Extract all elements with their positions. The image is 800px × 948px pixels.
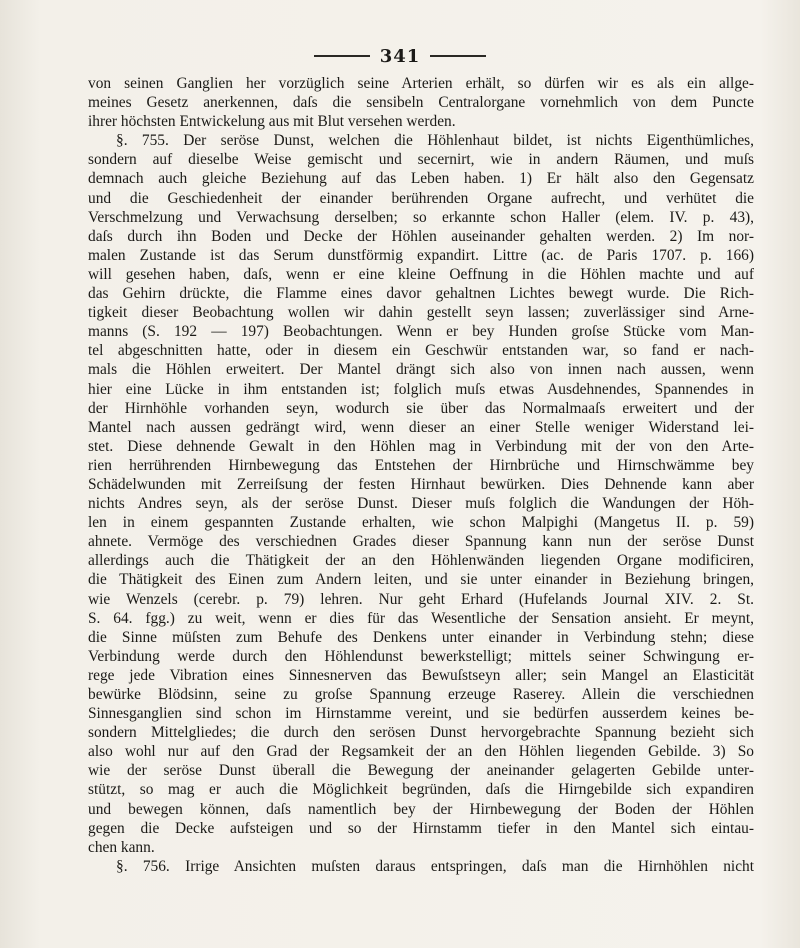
paragraph-755-start: §. 755. Der seröse Dunst, welchen die Höhlenhaut bildet, ist nichts Eigenthümliches, (116, 132, 754, 150)
text-line: manns (S. 192 — 197) Beobachtungen. Wenn er bey Hunden groſse Stücke vom Man- (88, 323, 754, 341)
text-line: von seinen Ganglien her vorzüglich seine Arterien erhält, so dürfen wir es als ein allge- (88, 75, 754, 92)
text-line: also wohl nur auf den Grad der Regsamkeit der an den Höhlen liegenden Gebilde. 3) So (88, 743, 754, 761)
text-line: tigkeit dieser Beobachtung wollen wir dahin gestellt seyn lassen; zuverlässiger sind Arne- (88, 304, 754, 322)
text-line: der Hirnhöhle vorhanden seyn, wodurch sie über das Normalmaaſs erweitert und der (88, 399, 754, 417)
page-header (0, 44, 800, 68)
header-rule-right (430, 55, 486, 57)
text-line: ihrer höchsten Entwickelung aus mit Blut versehen werden. (88, 113, 456, 131)
text-line: nichts Andres seyn, als der seröse Dunst. Dieser muſs folglich die Wandungen der Höh- (88, 495, 754, 513)
body-text (88, 74, 754, 876)
text-line: bewürke Blödsinn, seine zu groſse Spannung erzeuge Raserey. Allein die verschiednen (88, 686, 754, 703)
text-line: das Gehirn drückte, die Flamme eines davor gehaltnen Lichtes bewegt wurde. Die Rich- (88, 285, 754, 303)
text-line: Schädelwunden mit Zerreiſsung der festen Hirnhaut bewürken. Dies Dehnende kann aber (88, 475, 754, 493)
text-line: malen Zustande ist das Serum dunstförmig expandirt. Littre (ac. de Paris 1707. p. 166) (88, 246, 754, 264)
text-line: wie der seröse Dunst überall die Bewegung der aneinander gelagerten Gebilde unter- (88, 762, 754, 780)
text-line: die Sinne müſsten zum Behufe des Denkens unter einander in Verbindung stehn; diese (88, 628, 754, 646)
text-line: gegen die Decke aufsteigen und so der Hirnstamm tiefer in den Mantel sich eintau- (88, 819, 754, 837)
text-line: Verbindung werde durch den Höhlendunst bewerkstelligt; mittels seiner Schwingung er- (88, 647, 754, 665)
text-line: rege jede Vibration eines Sinnesnerven das Bewuſstseyn aller; sein Mangel an Elasticität (88, 666, 754, 684)
text-line: rien herrührenden Hirnbewegung das Entstehen der Hirnbrüche und Hirnschwämme bey (88, 456, 754, 474)
text-line: meines Gesetz anerkennen, daſs die sensibeln Centralorgane vornehmlich von dem Puncte (88, 94, 754, 112)
page-number: 341 (379, 45, 421, 67)
text-line: tel abgeschnitten hatte, oder in diesem ein Geschwür entstanden war, so fand er nach- (88, 342, 754, 360)
text-line: sondern auf dieselbe Weise gemischt und secernirt, wie in andern Räumen, und muſs (88, 151, 754, 169)
text-line: stet. Diese dehnende Gewalt in den Höhlen mag in Verbindung mit der von den Arte- (88, 437, 754, 455)
text-line: demnach auch gleiche Beziehung auf das Leben haben. 1) Er hält also den Gegensatz (88, 170, 754, 188)
text-line: und die Geschiedenheit der einander berührenden Organe aufrecht, und verhütet die (88, 189, 754, 207)
text-line: Sinnesganglien sind schon im Hirnstamme vereint, und sie bedürfen ausserdem keines be- (88, 705, 754, 723)
text-line: len in einem gespannten Zustande erhalten, wie schon Malpighi (Mangetus II. p. 59) (88, 514, 754, 532)
paragraph-756-start: §. 756. Irrige Ansichten muſsten daraus entspringen, daſs man die Hirnhöhlen nicht (116, 857, 754, 875)
text-line: die Thätigkeit des Einen zum Andern leiten, und sie unter einander in Beziehung bringen, (88, 571, 754, 589)
text-line: S. 64. fgg.) zu weit, wenn er dies für das Wesentliche der Sensation ansieht. Er meynt, (88, 609, 754, 627)
text-line: allerdings auch die Thätigkeit der an den Höhlenwänden liegenden Organe modificiren, (88, 552, 754, 570)
text-line: will gesehen haben, daſs, wenn er eine kleine Oeffnung in die Höhlen machte und auf (88, 265, 754, 283)
text-line: sondern Mittelgliedes; die durch den serösen Dunst hervorgebrachte Spannung bezieht sich (88, 724, 754, 742)
text-line: daſs durch ihn Boden und Decke der Höhlen auseinander gehalten werden. 2) Im nor- (88, 227, 754, 245)
text-line: ahnete. Vermöge des verschiednen Grades dieser Spannung kann nun der seröse Dunst (88, 533, 754, 551)
text-line: Verschmelzung und Verwachsung derselben; so erkannte schon Haller (elem. IV. p. 43), (88, 208, 754, 226)
text-line: und bewegen können, daſs namentlich bey der Hirnbewegung der Boden der Höhlen (88, 800, 754, 818)
text-line: wie Wenzels (cerebr. p. 79) lehren. Nur geht Erhard (Hufelands Journal XIV. 2. St. (88, 590, 754, 608)
text-line: chen kann. (88, 838, 155, 856)
text-line: hier eine Lücke in ihm entstanden ist; folglich muſs etwas Ausdehnendes, Spannendes in (88, 380, 754, 398)
text-line: stützt, so mag er auch die Möglichkeit begründen, daſs die Hirngebilde sich expandiren (88, 781, 754, 799)
text-line: Mantel nach aussen gedrängt wird, wenn dieser an einer Stelle weniger Widerstand lei- (88, 418, 754, 436)
text-line: mals die Höhlen erweitert. Der Mantel drängt sich also von innen nach aussen, wenn (88, 361, 754, 379)
header-rule-left (314, 55, 370, 57)
